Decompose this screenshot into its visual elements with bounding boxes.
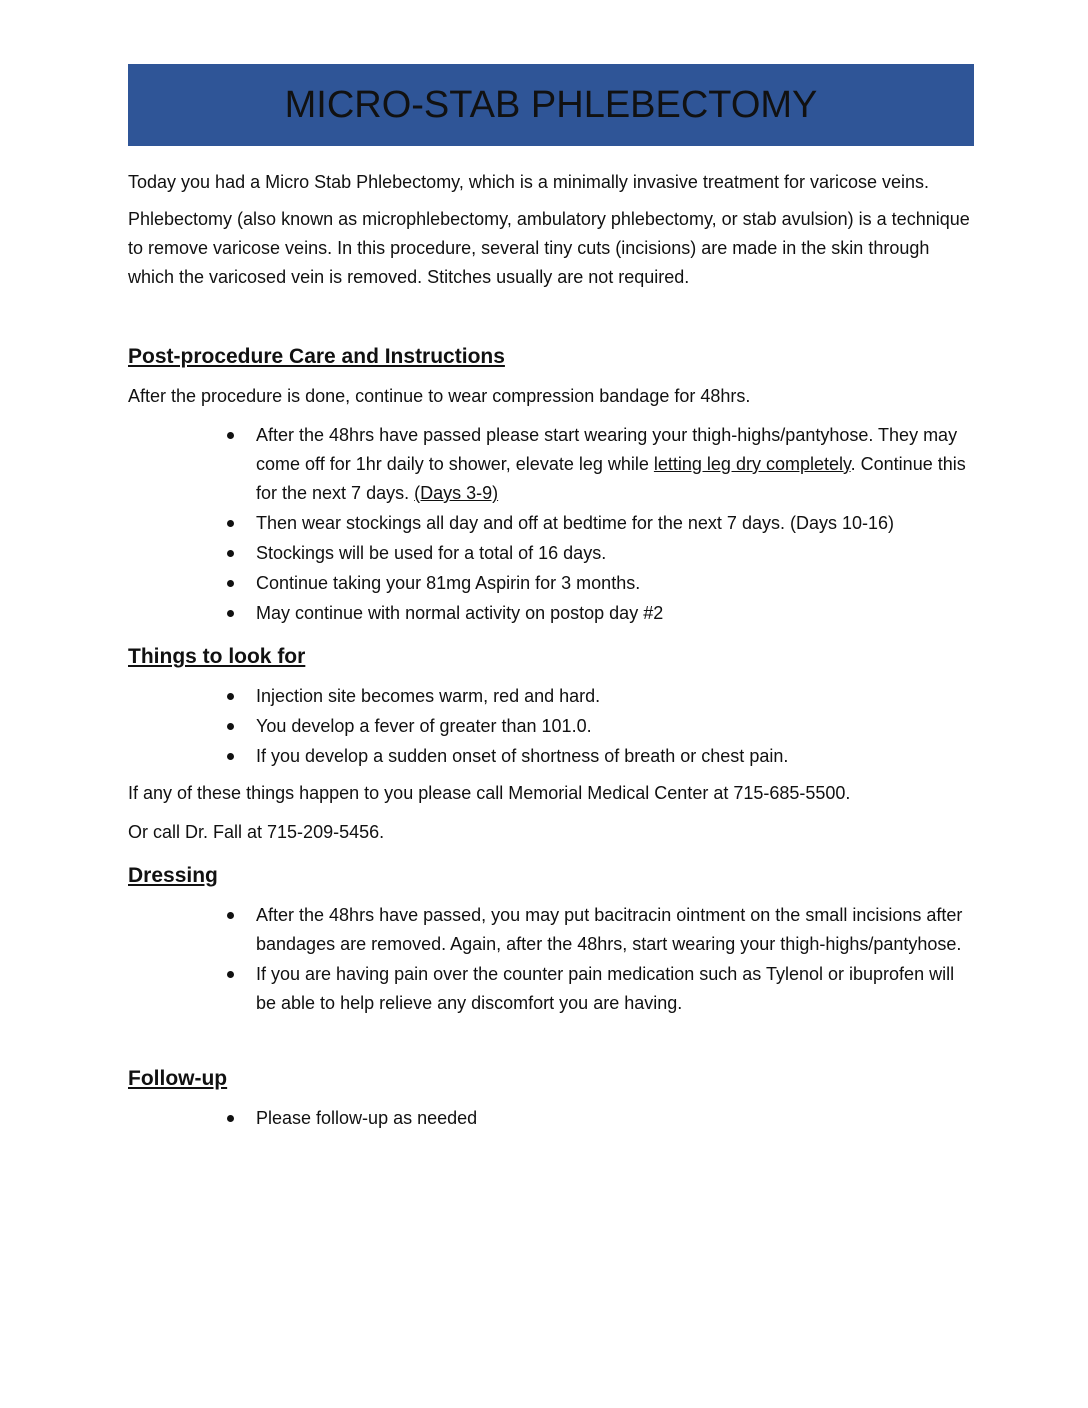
- list-item: Continue taking your 81mg Aspirin for 3 months.: [256, 569, 974, 598]
- intro-paragraph-1: Today you had a Micro Stab Phlebectomy, which is a minimally invasive treatment for varicose veins.: [128, 172, 930, 192]
- list-item: If you are having pain over the counter pain medication such as Tylenol or ibuprofen will be able to help relieve any discomfort you are having.: [256, 960, 974, 1018]
- list-item: After the 48hrs have passed please start wearing your thigh-highs/pantyhose. They may come off for 1hr daily to shower, elevate leg while letting leg dry completely. Continue this for the next 7 days. (Days 3-9): [256, 421, 974, 508]
- bullet-icon: [227, 723, 234, 730]
- bullet-icon: [227, 971, 234, 978]
- dressing-heading: Dressing: [128, 864, 218, 887]
- list-item: May continue with normal activity on postop day #2: [256, 599, 974, 628]
- title-banner: [128, 64, 974, 146]
- list-item: Then wear stockings all day and off at bedtime for the next 7 days. (Days 10-16): [256, 509, 974, 538]
- bullet-icon: [227, 693, 234, 700]
- list-item: You develop a fever of greater than 101.0.: [256, 712, 974, 741]
- bullet-icon: [227, 432, 234, 439]
- document-title: MICRO-STAB PHLEBECTOMY: [284, 83, 818, 126]
- bullet-icon: [227, 580, 234, 587]
- bullet-icon: [227, 550, 234, 557]
- list-item: Injection site becomes warm, red and hard.: [256, 682, 974, 711]
- underlined-text: (Days 3-9): [414, 483, 499, 503]
- list-item: Stockings will be used for a total of 16 days.: [256, 539, 974, 568]
- intro-paragraph-2: Phlebectomy (also known as microphlebectomy, ambulatory phlebectomy, or stab avulsion) is a technique to remove varicose veins. In this procedure, several tiny cuts (incisions) are made in the skin through which the varicosed vein is removed. Stitches usually are not required.: [128, 209, 970, 287]
- list-item: Please follow-up as needed: [256, 1104, 974, 1133]
- dressing-list: [128, 901, 974, 1018]
- bullet-icon: [227, 753, 234, 760]
- bullet-icon: [227, 912, 234, 919]
- follow-up-heading: Follow-up: [128, 1067, 228, 1090]
- call-instruction-2: Or call Dr. Fall at 715-209-5456.: [128, 822, 385, 842]
- document-page: [128, 64, 974, 1134]
- follow-up-list: [128, 1104, 974, 1133]
- post-procedure-heading: Post-procedure Care and Instructions: [128, 345, 505, 368]
- post-procedure-lead: After the procedure is done, continue to wear compression bandage for 48hrs.: [128, 386, 751, 406]
- things-to-look-for-list: [128, 682, 974, 771]
- bullet-icon: [227, 610, 234, 617]
- things-to-look-for-heading: Things to look for: [128, 645, 306, 668]
- bullet-icon: [227, 520, 234, 527]
- post-procedure-list: [128, 421, 974, 628]
- list-item: If you develop a sudden onset of shortness of breath or chest pain.: [256, 742, 974, 771]
- bullet-icon: [227, 1115, 234, 1122]
- underlined-text: letting leg dry completely: [653, 454, 851, 474]
- call-instruction-1: If any of these things happen to you please call Memorial Medical Center at 715-685-5500.: [128, 783, 851, 803]
- list-item: After the 48hrs have passed, you may put bacitracin ointment on the small incisions after bandages are removed. Again, after the 48hrs, start wearing your thigh-highs/pantyhose.: [256, 901, 974, 959]
